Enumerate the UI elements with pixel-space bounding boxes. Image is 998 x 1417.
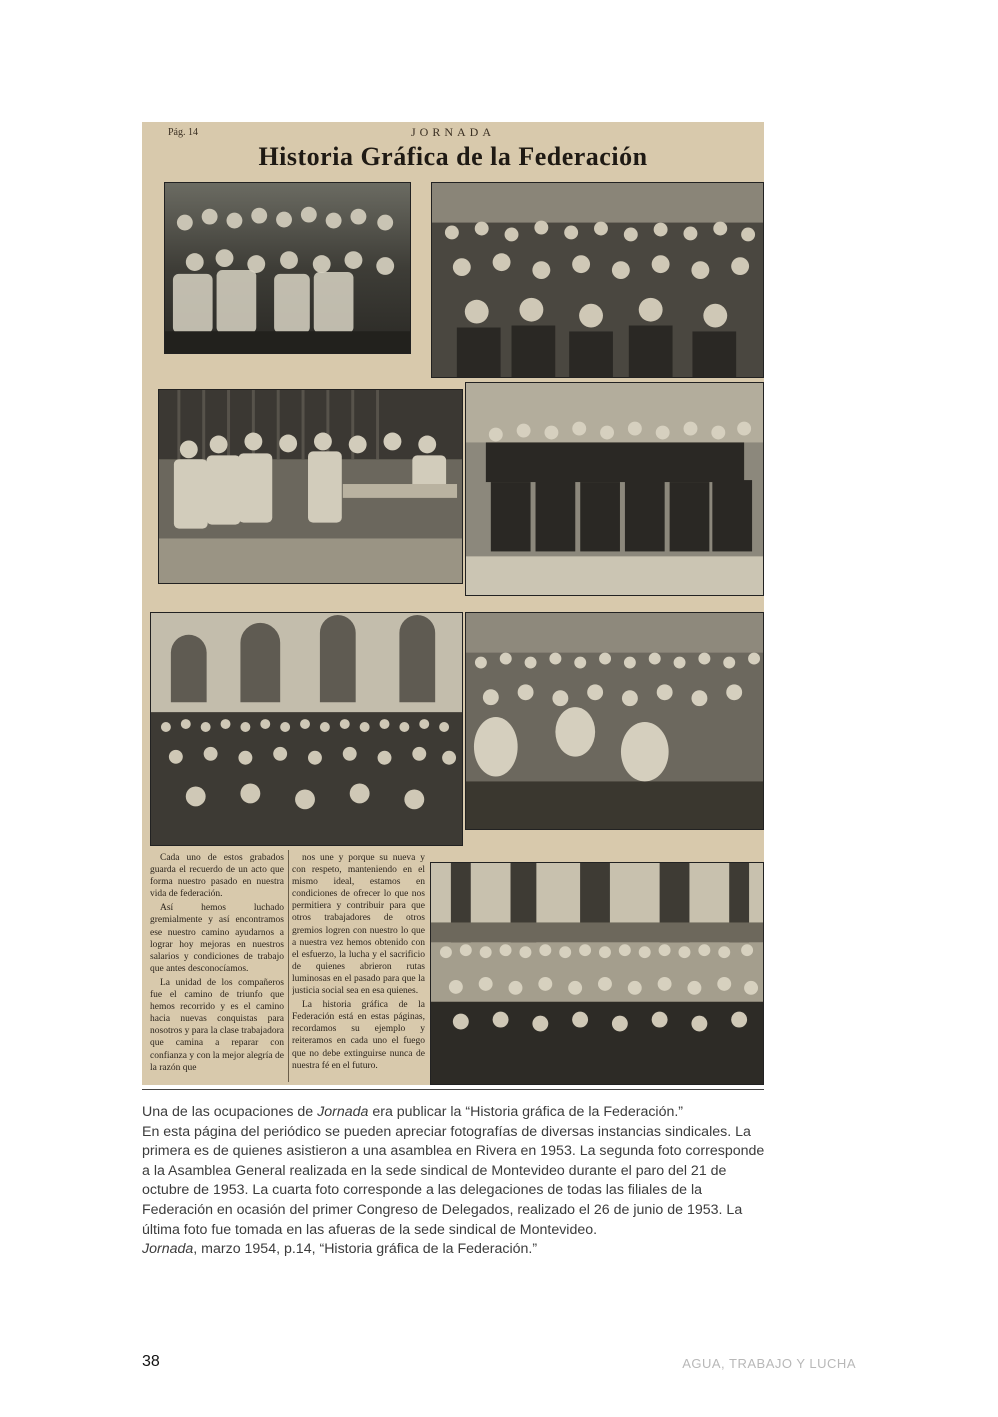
caption-body: En esta página del periódico se pueden apreciar fotografías de diversas instancias sindicales. La primera es de quienes asistieron a una asamblea en Rivera en 1953. La segunda foto corresponde a la Asamblea General realizada en la sede sindical de Montevideo durante el paro del 21 de octubre de 1953. La cuarta foto corresponde a las delegaciones de todas las filiales de la Federación en ocasión del primer Congreso de Delegados, realizado el 26 de junio de 1953. La última foto fue tomada en las afueras de la sede sindical de Montevideo. — [142, 1123, 765, 1238]
figure-caption — [142, 1103, 767, 1260]
clipping-paragraph: nos une y porque su nueva y con respeto, manteniendo en el mismo ideal, estamos en condiciones de ofrecer lo que nos permitiera y contribuir para que otros trabajadores de otros gremios logren con nuestro lo que a nuestra vez hemos obtenido con el esfuerzo, la lucha y el sacrificio de quienes abrieron rutas luminosas en el pasado para que la justicia social sea en esa quienes. — [292, 853, 425, 997]
page-number: 38 — [142, 1353, 160, 1370]
caption-source — [142, 1240, 767, 1260]
clipping-masthead: JORNADA — [410, 125, 495, 139]
newspaper-clipping — [142, 122, 764, 1085]
photo-congress-delegates — [465, 382, 764, 596]
caption-text: era publicar la “Historia gráfica de la Federación.” — [368, 1104, 684, 1120]
clipping-page-label: Pág. 14 — [168, 127, 198, 138]
publication-name: Jornada — [317, 1104, 369, 1120]
photo-hall-assembly — [150, 612, 463, 846]
clipping-text-column-right — [292, 852, 425, 1082]
photo-headquarters-group — [430, 862, 764, 1085]
photo-audience-crowd — [465, 612, 764, 830]
caption-divider — [142, 1089, 764, 1090]
clipping-paragraph: La unidad de los compañeros fue el camino de triunfo que hemos recorrido y es el camino hacia nuevas conquistas para nosotros y para la clase trabajadora que camina a reparar con confianza y con la mejor alegría de la razón que — [150, 977, 284, 1073]
clipping-paragraph: Cada uno de estos grabados guarda el recuerdo de un acto que forma nuestro pasado en nuestra vida de federación. — [150, 853, 284, 900]
caption-source-text: , marzo 1954, p.14, “Historia gráfica de la Federación.” — [193, 1241, 538, 1258]
photo-seated-delegates — [158, 389, 463, 584]
clipping-headline: Historia Gráfica de la Federación — [258, 142, 648, 171]
running-title: AGUA, TRABAJO Y LUCHA — [682, 1356, 856, 1371]
clipping-text-column-left — [150, 852, 284, 1082]
publication-name: Jornada — [142, 1241, 194, 1258]
clipping-paragraph: La historia gráfica de la Federación está en estas páginas, recordamos su ejemplo y reiteramos en cada uno el fuego que no debe extinguirse nunca de nuestra fé en el futuro. — [292, 1000, 425, 1071]
photo-general-assembly — [431, 182, 764, 378]
column-divider — [288, 850, 289, 1082]
clipping-paragraph: Así hemos luchado gremialmente y así encontramos ese nuestro camino ayudarnos a lograr hoy mejoras en nuestros salarios y condiciones de trabajo que antes desconocíamos. — [150, 903, 284, 974]
caption-text: Una de las ocupaciones de — [142, 1104, 318, 1120]
photo-rivera-assembly — [164, 182, 411, 354]
caption-line-1 — [142, 1103, 767, 1123]
